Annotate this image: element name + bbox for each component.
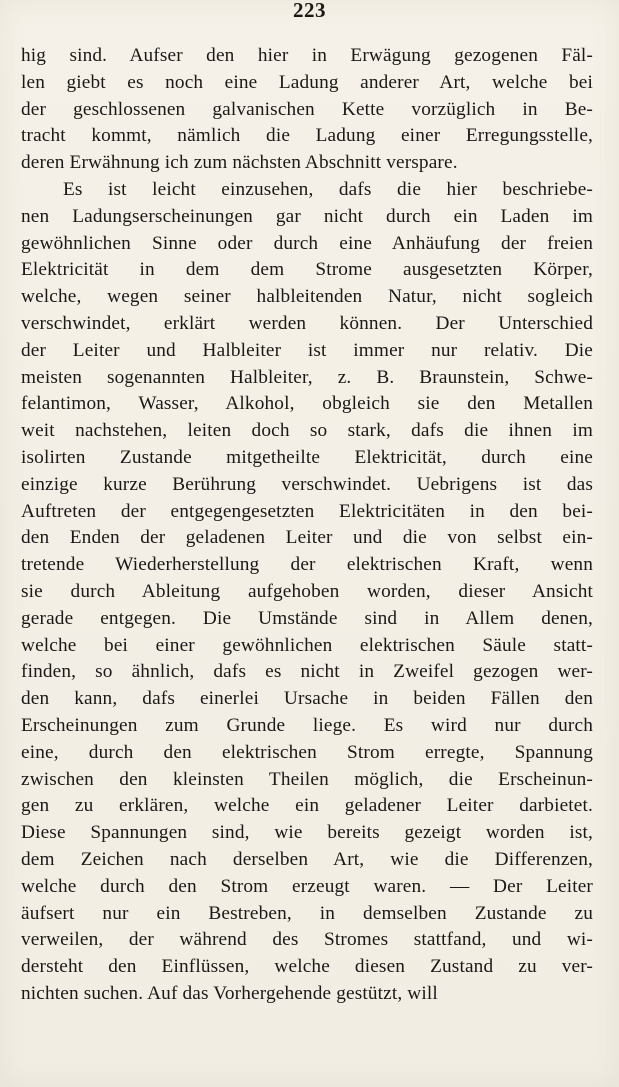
text-line: welche durch den Strom erzeugt waren. — Der Leiter	[21, 875, 593, 897]
text-line: den kann, dafs einerlei Ursache in beiden Fällen den	[21, 688, 593, 710]
text-line: weit nachstehen, leiten doch so stark, dafs die ihnen im	[21, 420, 593, 442]
text-line: hig sind. Aufser den hier in Erwägung gezogenen Fäl-	[21, 45, 593, 66]
text-line: deren Erwähnung ich zum nächsten Abschnitt verspare.	[21, 152, 458, 174]
text-line: nichten suchen. Auf das Vorhergehende gestützt, will	[21, 982, 438, 1004]
text-line: Diese Spannungen sind, wie bereits gezeigt worden ist,	[21, 822, 593, 844]
page-number: 223	[293, 0, 326, 22]
paragraph-start-line: Es ist leicht einzusehen, dafs die hier beschriebe-	[63, 178, 593, 200]
text-line: verschwindet, erklärt werden können. Der Unterschied	[21, 312, 593, 334]
text-line: gerade entgegen. Die Umstände sind in Allem denen,	[21, 607, 593, 629]
text-line: sie durch Ableitung aufgehoben worden, dieser Ansicht	[21, 580, 593, 602]
text-line: welche, wegen seiner halbleitenden Natur, nicht sogleich	[21, 286, 593, 308]
text-line: der geschlossenen galvanischen Kette vorzüglich in Be-	[21, 98, 593, 120]
text-line: verweilen, der während des Stromes stattfand, und wi-	[21, 929, 593, 951]
text-line: Elektricität in dem dem Strome ausgesetzten Körper,	[21, 259, 593, 281]
text-line: gen zu erklären, welche ein geladener Leiter darbietet.	[21, 795, 593, 817]
text-line: nen Ladungserscheinungen gar nicht durch ein Laden im	[21, 205, 593, 227]
text-line: dem Zeichen nach derselben Art, wie die Differenzen,	[21, 848, 593, 870]
text-line: Erscheinungen zum Grunde liege. Es wird nur durch	[21, 714, 593, 736]
text-line: finden, so ähnlich, dafs es nicht in Zweifel gezogen wer-	[21, 661, 593, 683]
text-line: tracht kommt, nämlich die Ladung einer Erregungsstelle,	[21, 125, 593, 147]
text-line: len giebt es noch eine Ladung anderer Art, welche bei	[21, 71, 593, 93]
text-line: der Leiter und Halbleiter ist immer nur relativ. Die	[21, 339, 593, 361]
text-line: dersteht den Einflüssen, welche diesen Zustand zu ver-	[21, 956, 593, 978]
text-line: tretende Wiederherstellung der elektrischen Kraft, wenn	[21, 554, 593, 576]
text-line: isolirten Zustande mitgetheilte Elektricität, durch eine	[21, 446, 593, 468]
text-line: gewöhnlichen Sinne oder durch eine Anhäufung der freien	[21, 232, 593, 254]
text-line: eine, durch den elektrischen Strom erregte, Spannung	[21, 741, 593, 763]
text-line: meisten sogenannten Halbleiter, z. B. Braunstein, Schwe-	[21, 366, 593, 388]
text-line: felantimon, Wasser, Alkohol, obgleich sie den Metallen	[21, 393, 593, 415]
text-line: einzige kurze Berührung verschwindet. Uebrigens ist das	[21, 473, 593, 495]
text-line: welche bei einer gewöhnlichen elektrischen Säule statt-	[21, 634, 593, 656]
text-line: den Enden der geladenen Leiter und die von selbst ein-	[21, 527, 593, 549]
text-line: äufsert nur ein Bestreben, in demselben Zustande zu	[21, 902, 593, 924]
body-text	[21, 43, 593, 1008]
text-line: zwischen den kleinsten Theilen möglich, die Erscheinun-	[21, 768, 593, 790]
text-line: Auftreten der entgegengesetzten Elektricitäten in den bei-	[21, 500, 593, 522]
